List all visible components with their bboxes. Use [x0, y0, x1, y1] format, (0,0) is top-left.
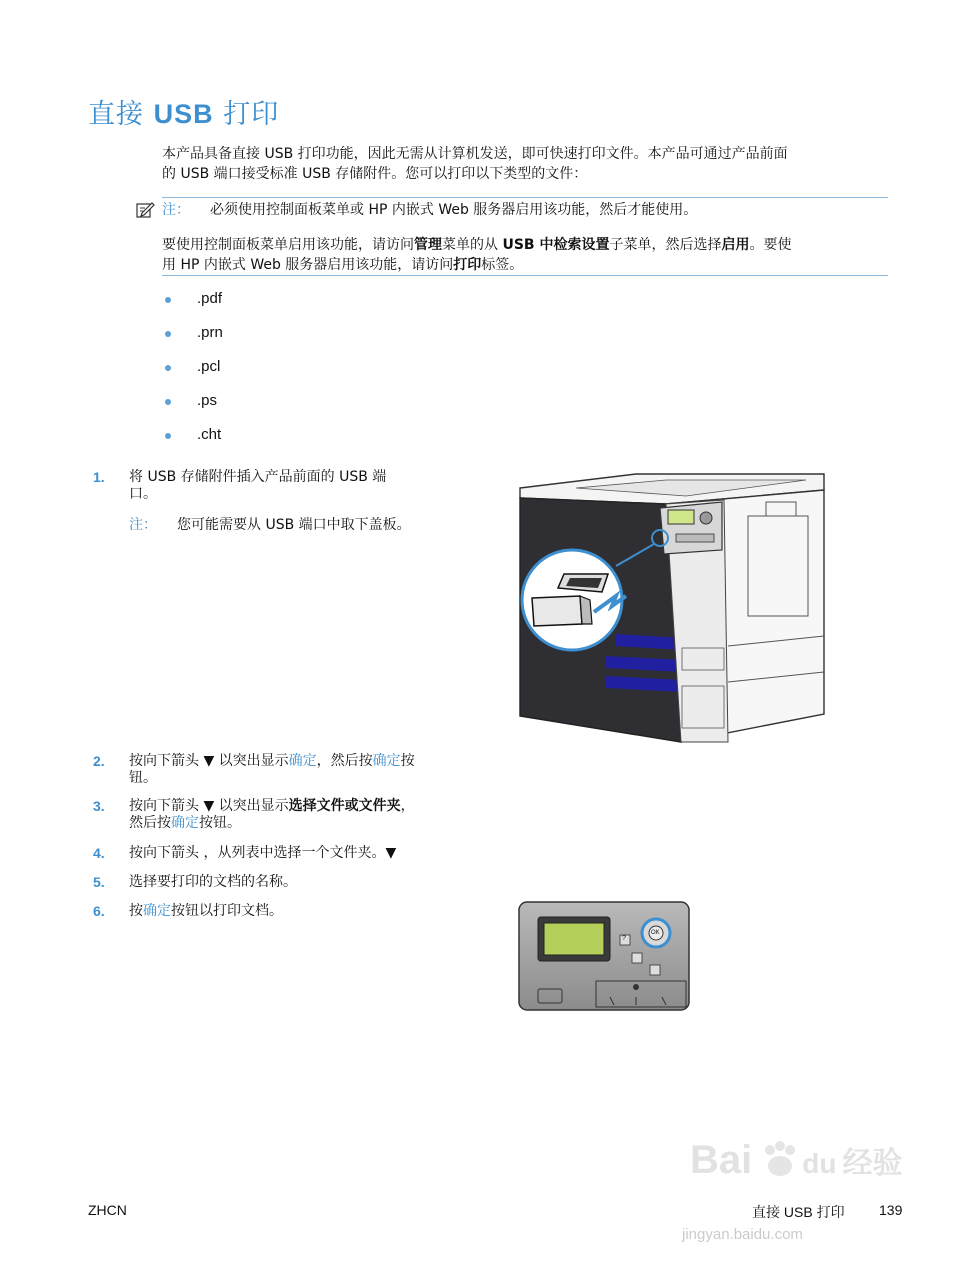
bullet-icon — [165, 297, 171, 303]
watermark-url: jingyan.baidu.com — [682, 1226, 803, 1243]
file-type-prn: .prn — [197, 324, 223, 341]
note-text: 必须使用控制面板菜单或 HP 内嵌式 Web 服务器启用该功能，然后才能使用。 — [210, 202, 698, 218]
step-3-text: 按向下箭头 ▼ 以突出显示选择文件或文件夹， 然后按确定按钮。 — [129, 798, 415, 831]
step-6-number: 6. — [93, 903, 105, 919]
help-button-label: ? — [622, 935, 626, 942]
intro-line-2: 的 USB 端口接受标准 USB 存储附件。您可以打印以下类型的文件： — [162, 166, 588, 182]
bullet-icon — [165, 399, 171, 405]
step-2-number: 2. — [93, 753, 105, 769]
step-2-text: 按向下箭头 ▼ 以突出显示确定，然后按确定按 钮。 — [129, 753, 415, 786]
intro-paragraph — [162, 144, 892, 184]
step-5-text: 选择要打印的文档的名称。 — [129, 874, 297, 890]
note-label: 注： — [162, 202, 190, 218]
step-4-number: 4. — [93, 845, 105, 861]
footer-section-title: 直接 USB 打印 — [752, 1204, 845, 1220]
control-panel-illustration — [518, 901, 690, 1011]
file-type-pdf: .pdf — [197, 290, 223, 307]
step-1-number: 1. — [93, 469, 105, 485]
bullet-icon — [165, 433, 171, 439]
footer-left: ZHCN — [88, 1202, 127, 1218]
ok-button-label: OK — [651, 930, 660, 936]
bullet-icon — [165, 365, 171, 371]
file-type-ps: .ps — [197, 392, 218, 409]
note-detail-line-1: 要使用控制面板菜单启用该功能，请访问管理菜单的从 USB 中检索设置子菜单，然后选择启用。要使 — [162, 237, 792, 253]
note-detail-line-2: 用 HP 内嵌式 Web 服务器启用该功能，请访问打印标签。 — [162, 257, 524, 273]
step-1-note-text: 您可能需要从 USB 端口中取下盖板。 — [177, 517, 411, 533]
step-1-note-label: 注： — [129, 517, 157, 533]
paw-icon — [760, 1140, 800, 1184]
baidu-watermark: Bai du 经验 — [690, 1138, 903, 1182]
bullet-icon — [165, 331, 171, 337]
step-4-text: 按向下箭头 ，从列表中选择一个文件夹。▼ — [129, 845, 397, 861]
step-5-number: 5. — [93, 874, 105, 890]
note-bottom-rule — [162, 275, 888, 276]
step-1-text: 将 USB 存储附件插入产品前面的 USB 端 口。 — [129, 469, 387, 502]
intro-line-1: 本产品具备直接 USB 打印功能，因此无需从计算机发送，即可快速打印文件。本产品可通过产品前面 — [162, 146, 788, 162]
note-icon — [136, 201, 156, 223]
step-6-text: 按确定按钮以打印文档。 — [129, 903, 283, 919]
file-type-cht: .cht — [197, 426, 222, 443]
printer-illustration — [516, 466, 828, 750]
note-top-rule — [162, 197, 888, 198]
page-number: 139 — [879, 1202, 903, 1218]
note-detail — [162, 235, 892, 275]
file-type-pcl: .pcl — [197, 358, 221, 375]
step-3-number: 3. — [93, 798, 105, 814]
page-title: 直接 USB 打印 — [88, 99, 280, 130]
